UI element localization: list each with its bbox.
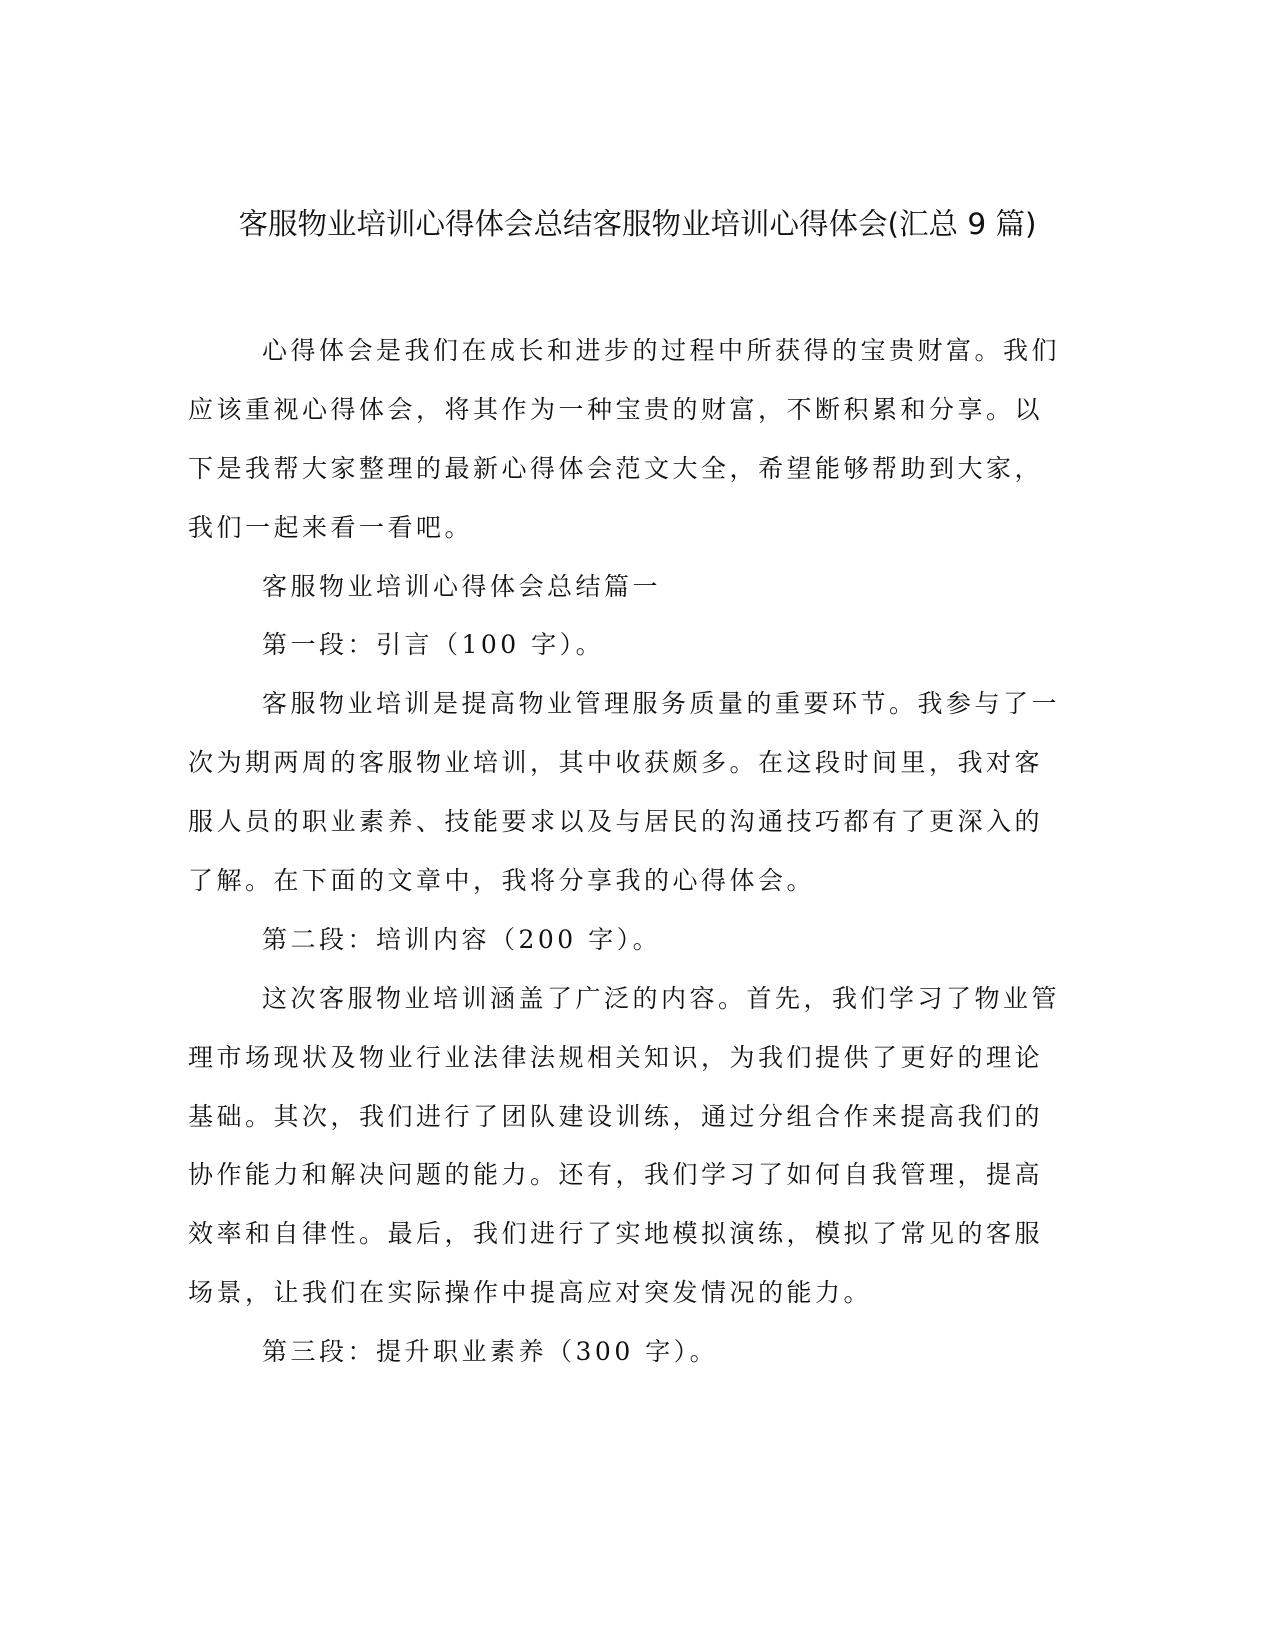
paragraph-line-indented: 这次客服物业培训涵盖了广泛的内容。首先，我们学习了物业管 (262, 983, 1061, 1013)
paragraph-line: 下是我帮大家整理的最新心得体会范文大全，希望能够帮助到大家， (188, 453, 1044, 483)
paragraph-line-indented: 第二段：培训内容（200 字）。 (262, 924, 662, 954)
paragraph-line-indented: 第三段：提升职业素养（300 字）。 (262, 1337, 719, 1367)
paragraph-line-indented: 客服物业培训心得体会总结篇一 (262, 571, 662, 601)
paragraph-line-indented: 第一段：引言（100 字）。 (262, 630, 605, 660)
paragraph-line: 效率和自律性。最后，我们进行了实地模拟演练，模拟了常见的客服 (188, 1219, 1044, 1249)
paragraph-line: 次为期两周的客服物业培训，其中收获颇多。在这段时间里，我对客 (188, 748, 1044, 778)
document-title: 客服物业培训心得体会总结客服物业培训心得体会(汇总 9 篇) (238, 207, 1037, 241)
paragraph-line: 基础。其次，我们进行了团队建设训练，通过分组合作来提高我们的 (188, 1101, 1044, 1131)
paragraph-line: 我们一起来看一看吧。 (188, 512, 474, 542)
paragraph-line: 场景，让我们在实际操作中提高应对突发情况的能力。 (188, 1278, 873, 1308)
paragraph-line: 服人员的职业素养、技能要求以及与居民的沟通技巧都有了更深入的 (188, 807, 1044, 837)
paragraph-line: 应该重视心得体会，将其作为一种宝贵的财富，不断积累和分享。以 (188, 394, 1044, 424)
paragraph-line: 协作能力和解决问题的能力。还有，我们学习了如何自我管理，提高 (188, 1160, 1044, 1190)
paragraph-line-indented: 客服物业培训是提高物业管理服务质量的重要环节。我参与了一 (262, 689, 1061, 719)
paragraph-line: 了解。在下面的文章中，我将分享我的心得体会。 (188, 866, 816, 896)
document-body (188, 322, 1088, 1382)
paragraph-line-indented: 心得体会是我们在成长和进步的过程中所获得的宝贵财富。我们 (262, 336, 1061, 365)
paragraph-line: 理市场现状及物业行业法律法规相关知识，为我们提供了更好的理论 (188, 1042, 1044, 1072)
